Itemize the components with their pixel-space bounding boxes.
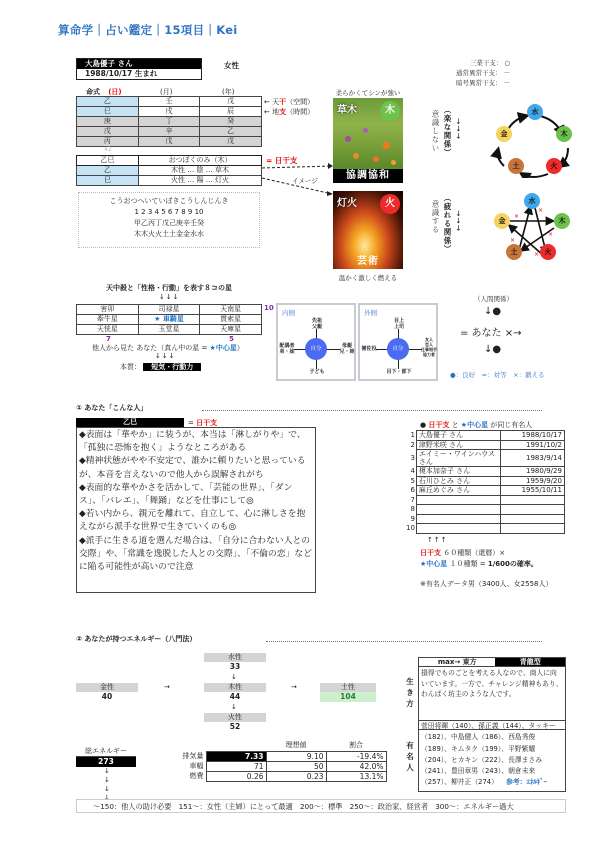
energy-wood — [204, 683, 266, 702]
famous-name — [416, 505, 500, 515]
ikikata-type: 青龍型 — [495, 658, 565, 666]
cell: 丙 — [77, 137, 139, 147]
cycle-arrows: →→→ — [454, 118, 463, 140]
note-text: （空間） — [286, 98, 315, 106]
col-day: (日) — [108, 88, 122, 96]
section2-title: ② あなたが持つエネルギー（八門法） — [76, 635, 197, 643]
arrow-down-icon: ↓ — [104, 794, 110, 802]
ratio-row — [172, 751, 386, 761]
ratio-ideal: 50 — [266, 761, 326, 771]
flower — [345, 136, 351, 142]
panel-title: 内側 — [282, 309, 295, 317]
caption-text: ） — [236, 344, 244, 352]
blank-header — [172, 741, 206, 751]
star-arrows: →→→ — [454, 210, 463, 232]
probability-line1 — [420, 548, 505, 558]
water-icon: 水 — [527, 104, 543, 120]
ratio-ideal: 9.10 — [266, 751, 326, 761]
arrow-down-icon: ↓ — [104, 767, 110, 775]
famous-row — [404, 440, 564, 450]
relation-legend: ●：良好 =：対等 ×：鍛える — [450, 371, 545, 379]
ratio-table-wrap — [172, 741, 387, 782]
stars-row — [77, 305, 262, 315]
profile-name: 大島優子 さん — [77, 59, 201, 69]
self-circle: 自分 — [387, 338, 409, 360]
status-label: 三業干支： — [469, 59, 503, 67]
ratio-percent: 42.0% — [326, 761, 386, 771]
meishiki-row-zokan — [77, 127, 262, 137]
note-text: ← 地 — [264, 108, 280, 116]
caption-text: 他人から見た あなた（真ん中の星 = — [92, 344, 210, 352]
fire-icon: 火 — [540, 244, 556, 260]
famous-index: 2 — [410, 440, 415, 449]
famous-date: 1983/9/14 — [500, 450, 564, 467]
stars-title: 天中殺と「性格・行動」を表す８コの星 — [106, 284, 232, 292]
title-blue: ★中心星 — [460, 421, 489, 429]
nikkan-row-main — [77, 156, 262, 166]
famous-index: 9 — [410, 514, 415, 523]
personality-paragraph: ◆表面的な華やかさを活かして、「芸能の世界」、「ダンス」、「バレエ」、「舞踊」などを仕事にして◎ — [79, 482, 293, 507]
meishiki-row-tenkan — [77, 97, 262, 107]
stars-table — [76, 304, 262, 335]
ratio-table — [172, 741, 387, 782]
famous-row — [404, 431, 564, 441]
flower — [391, 160, 396, 165]
famous-table-wrap — [404, 430, 565, 534]
cell: 乙 — [200, 127, 262, 137]
bottom-label: 目下・部下 — [386, 369, 412, 375]
flower — [353, 153, 359, 159]
ratio-header — [172, 741, 386, 751]
cell: 巳 — [77, 107, 139, 117]
famous-data-note: ※有名人データ男（3400人、女2558人） — [420, 580, 553, 588]
famous-name — [416, 514, 500, 524]
outer-relation-panel — [358, 303, 438, 381]
title-text: が同じ有名人 — [488, 421, 533, 429]
human-relation-title: （人間関係） — [474, 295, 513, 303]
energy-label: 木性 — [204, 683, 266, 692]
meishiki-row-zokan — [77, 117, 262, 127]
cell: 戊 — [200, 137, 262, 147]
famous-row — [404, 467, 564, 477]
ikikata-side-label: 生き方 — [406, 677, 414, 708]
kana-line: 1 2 3 4 5 6 7 8 9 10 — [134, 208, 204, 216]
bottom-label: 子ども — [309, 369, 325, 375]
energy-earth — [320, 683, 376, 702]
famous-row — [404, 495, 564, 505]
star-cell: 天恍星 — [77, 325, 139, 335]
star-cell: 玉堂星 — [138, 325, 200, 335]
prob-blue: ★中心星 — [420, 560, 448, 568]
note-red: 干 — [279, 98, 287, 106]
fire-image — [333, 191, 403, 269]
meishiki-row-chishi — [77, 107, 262, 117]
earth-icon: 土 — [508, 158, 524, 174]
cycle-side-label: 意識しない — [431, 110, 440, 153]
nikkan-kanshi: 乙巳 — [77, 156, 139, 166]
stars-num-right: 10 — [264, 304, 274, 312]
status-label: 暗号異常干支： — [456, 79, 502, 87]
kana-line: こうおつへいていぼきこうしんじんき — [109, 197, 229, 205]
inner-relation-panel — [276, 303, 356, 381]
famous-table — [404, 430, 565, 534]
earth-icon: 土 — [506, 244, 522, 260]
ratio-label: 排気量 — [172, 751, 206, 761]
famous-index: 1 — [410, 431, 415, 440]
ratio-value: 7.33 — [206, 751, 266, 761]
equals: = — [266, 156, 275, 165]
famous-date: 1988/10/17 — [500, 431, 564, 441]
wood-icon: 木 — [380, 101, 400, 121]
arrow-down-icon: ↓ — [231, 703, 237, 711]
famous-row — [404, 450, 564, 467]
stars-row — [77, 315, 262, 325]
ikikata-header — [419, 658, 565, 667]
cell: 戊 — [200, 97, 262, 107]
famous-date: 1991/10/2 — [500, 440, 564, 450]
cell: 壬 — [138, 97, 200, 107]
metal-icon: 金 — [496, 126, 512, 142]
cell: 戊 — [77, 127, 139, 137]
total-down-arrows — [104, 767, 110, 803]
energy-value: 44 — [229, 692, 241, 701]
flower — [373, 156, 379, 162]
fire-top-label: 灯火 — [337, 198, 357, 209]
top-label: 目上 上司 — [393, 318, 404, 330]
famous-index: 7 — [410, 495, 415, 504]
famous-date: 1955/10/11 — [500, 486, 564, 496]
meishiki-table — [76, 96, 262, 147]
total-energy — [76, 746, 136, 767]
famous-name: 麻丘めぐみ さん — [416, 486, 500, 496]
status-row — [456, 78, 510, 88]
bullet: ● — [420, 421, 429, 429]
nikkan-row — [77, 176, 262, 186]
ratio-header-ideal: 理想値 — [285, 741, 307, 750]
famous-index: 8 — [410, 505, 415, 514]
status-row — [456, 68, 510, 78]
fire-icon: 火 — [380, 194, 400, 214]
arrow-right-icon: → — [291, 683, 297, 691]
panel-title: 外側 — [364, 309, 377, 317]
prob-red: 日干支 — [420, 549, 441, 557]
self-circle: 自分 — [305, 338, 327, 360]
note-text: ← 天 — [264, 98, 280, 106]
energy-value: 104 — [320, 692, 376, 702]
arrow-down-icon: ↓ — [231, 673, 237, 681]
nikkan-char: 巳 — [77, 176, 139, 186]
total-energy-label: 総エネルギー — [76, 746, 136, 757]
cross-mark: × — [534, 251, 540, 258]
meishiki-row-zokan — [77, 137, 262, 147]
ratio-percent: -19.4% — [326, 751, 386, 761]
section2-divider — [266, 641, 542, 642]
kana-table — [78, 192, 260, 248]
stars-num-right-bottom: 5 — [229, 335, 234, 343]
arrow-down-icon: ↓ — [104, 776, 110, 784]
wood-icon: 木 — [554, 213, 570, 229]
stars-arrows: ↓↓↓ — [159, 293, 180, 301]
ratio-ideal: 0.23 — [266, 771, 326, 781]
ratio-label: 燃費 — [172, 771, 206, 781]
cycle-paren-label: （楽な関係） — [443, 106, 452, 157]
energy-label: 金性 — [76, 683, 138, 692]
cross-mark: × — [510, 237, 516, 244]
famous-name — [416, 524, 500, 534]
status-value: － — [503, 69, 511, 77]
essence-value: 短気・行動力 — [143, 363, 201, 371]
personality-box — [76, 427, 316, 593]
status-label: 通常異常干支： — [456, 69, 502, 77]
connector-line — [262, 166, 332, 168]
prob-text: １０種類 = — [447, 560, 488, 568]
energy-label: 水性 — [204, 653, 266, 662]
status-value: ○ — [504, 59, 511, 67]
star-cell: 司禄星 — [138, 305, 200, 315]
left-label: 補佐役 — [361, 346, 377, 352]
note-text: （時間） — [286, 108, 315, 116]
famous-index: 5 — [410, 476, 415, 485]
famous-name: 大島優子 さん — [416, 431, 500, 441]
cell: 乙 — [77, 97, 139, 107]
title-text: と — [449, 421, 461, 429]
famous-index: 4 — [410, 467, 415, 476]
essence-arrows: ↓↓↓ — [155, 352, 176, 360]
cell: 辰 — [200, 107, 262, 117]
cell: 辛 — [138, 127, 200, 137]
caption-star: ★中心星 — [209, 344, 237, 352]
tenkan-note — [264, 97, 314, 107]
star-cell: 貫索星 — [200, 315, 262, 325]
col-month: (月) — [160, 88, 173, 96]
arrow-down-icon: ↓ — [104, 785, 110, 793]
cross-mark: × — [548, 231, 554, 238]
energy-value: 33 — [229, 662, 241, 671]
famous-row — [404, 514, 564, 524]
famous-arrows: ↑↑↑ — [427, 536, 448, 544]
cycle-arrow — [522, 174, 548, 177]
cycle-arrow — [498, 150, 504, 166]
stars-num-left: 7 — [106, 335, 111, 343]
kana-line: 木木火火土土金金水水 — [134, 230, 204, 238]
section1-kanshi: 乙巳 — [76, 418, 184, 427]
personality-paragraph: ◆表面は「華やか」に装うが、本当は「淋しがりや」で、「孤独に恐怖を抱く」ようなところがある — [79, 430, 306, 454]
energy-famous-box — [418, 720, 566, 792]
kanshi-status — [456, 58, 510, 88]
meishiki-title: 命式 — [86, 88, 100, 96]
prob-bold: 1/600の確率。 — [487, 560, 538, 568]
profile-birth: 1988/10/17 生まれ — [85, 69, 158, 78]
energy-value: 52 — [229, 722, 241, 731]
essence — [120, 362, 201, 372]
nikkan-desc: 木性 … 陰 … 草木 — [139, 166, 262, 176]
personality-paragraph: ◆派手に生きる道を選んだ場合は、「自分に合わない人との交際」や、「常識を逸脱した人との交際」、「不倫の恋」などに陥る可能性が高いので注意 — [79, 535, 312, 573]
famous-date: 1980/9/29 — [500, 467, 564, 477]
fire-caption: 温かく激しく燃える — [338, 274, 398, 282]
personality-paragraph: ◆若い内から、親元を離れて、自立して、心に淋しさを抱えながら派手な世界で生きていくのも◎ — [79, 509, 306, 533]
right-label: 母親 兄・姉 — [339, 343, 355, 355]
star-side-label: 意識する — [431, 200, 440, 234]
ratio-label: 車幅 — [172, 761, 206, 771]
famous-date — [500, 524, 564, 534]
image-label: イメージ — [292, 177, 318, 185]
nikkan-desc: 火性 … 陽 … 灯火 — [139, 176, 262, 186]
essence-label: 本質： — [120, 363, 141, 371]
note-red: 支 — [279, 108, 287, 116]
chishi-note — [264, 107, 314, 117]
nikkan-reading: おつぼくのみ（木） — [139, 156, 262, 166]
star-cell: 害卯 — [77, 305, 139, 315]
famous-row — [404, 505, 564, 515]
famous-side-label: 有名人 — [406, 741, 414, 772]
small-number: 42 — [104, 146, 112, 153]
ikikata-max: max→ 東方 — [437, 658, 477, 666]
famous-date — [500, 505, 564, 515]
star-cell: 天南星 — [200, 305, 262, 315]
kana-line: 甲乙丙丁戊己庚辛壬癸 — [134, 219, 204, 227]
energy-famous-list: 菅田将暉（140）、孫正義（144）、タッキー（182）、中島健人（186）、西島秀俊（189）、キムタク（199）、平野紫耀（204）、ヒカキン（222）、長澤まさみ（241）、豊田章男（243）、朝倉未来（257）、柳井正（274） — [421, 722, 556, 787]
water-icon: 水 — [524, 193, 540, 209]
famous-name: 津野米咲 さん — [416, 440, 500, 450]
famous-date — [500, 495, 564, 505]
energy-label: 火性 — [204, 713, 266, 722]
cross-mark: × — [514, 213, 520, 220]
flower — [383, 142, 390, 149]
section1-title: ① あなた「こんな人」 — [76, 404, 148, 412]
ratio-value: 0.26 — [206, 771, 266, 781]
col-year: (年) — [222, 88, 235, 96]
ikikata-text: 損得でものごとを考える人なので、商人に向いています。一方で、チャレンジ精神もあり、わんぱく坊主のような人です。 — [421, 669, 563, 698]
left-label: 配偶者 弟・妹 — [279, 343, 295, 355]
profile-gender: 女性 — [224, 61, 239, 70]
famous-row — [404, 524, 564, 534]
title-red: 日干支 — [428, 421, 450, 429]
grass-bottom-label: 協調協和 — [333, 169, 403, 183]
relation-down: ↓● — [484, 344, 502, 355]
cell: 戊 — [138, 137, 200, 147]
famous-name: 榎本加奈子 さん — [416, 467, 500, 477]
energy-label: 土性 — [320, 683, 376, 692]
fire-bottom-label: 芸術 — [357, 256, 379, 267]
energy-value: 40 — [101, 692, 113, 701]
nikkan-label-text: 日干支 — [274, 156, 298, 165]
famous-row — [404, 486, 564, 496]
cell: 丁 — [138, 117, 200, 127]
energy-metal — [76, 683, 138, 702]
metal-icon: 金 — [494, 213, 510, 229]
ratio-row — [172, 761, 386, 771]
status-value: － — [503, 79, 511, 87]
page-title: 算命学｜占い鑑定｜15項目｜Kei — [58, 23, 238, 37]
nikkan-char: 乙 — [77, 166, 139, 176]
central-star-cell: ★ 車騎星 — [138, 315, 200, 325]
kanshi-label-text: 日干支 — [196, 419, 218, 427]
famous-index: 3 — [410, 454, 415, 462]
profile-box — [76, 58, 202, 80]
star-cell: 天庫星 — [200, 325, 262, 335]
stars-row — [77, 325, 262, 335]
famous-row — [404, 476, 564, 486]
probability-line2 — [420, 559, 538, 569]
grass-image — [333, 98, 403, 183]
arrow-right-icon: → — [164, 683, 170, 691]
nikkan-table — [76, 155, 262, 186]
famous-name — [416, 495, 500, 505]
section1-divider — [202, 410, 542, 411]
famous-date — [500, 514, 564, 524]
cell: 庚 — [77, 117, 139, 127]
personality-paragraph: ◆精神状態がやや不安定で、誰かに頼りたいと思っているが、本音を言えないので他人から誤解されがち — [79, 456, 306, 480]
wood-icon: 木 — [556, 126, 572, 142]
star-paren-label: （疲れる関係） — [443, 194, 452, 254]
relation-up: ↓● — [484, 306, 502, 317]
relation-middle: = あなた ×→ — [460, 328, 522, 339]
right-label: 友人 恋人 仕事相手 協力者 — [421, 337, 437, 357]
famous-title — [420, 420, 532, 430]
star-cell: 牽牛星 — [77, 315, 139, 325]
energy-famous-ref: 参考：ｴﾈﾙｷﾞｰ — [506, 778, 547, 787]
energy-fire — [204, 713, 266, 732]
nikkan-row — [77, 166, 262, 176]
energy-scale-bar: ～150：他人の助け必要 151～：女性（主婦）にとって最適 200～：標準 250～：政治家、経営者 300～：エネルギー過大 — [76, 799, 566, 813]
cell: 癸 — [200, 117, 262, 127]
cross-mark: × — [538, 207, 544, 214]
prob-text: ６０種類（還暦）× — [441, 549, 506, 557]
famous-index: 10 — [406, 524, 415, 533]
grass-caption: 柔らかくてシンが強い — [335, 89, 401, 97]
grass-top-label: 草木 — [337, 105, 357, 116]
famous-name: 石川ひとみ さん — [416, 476, 500, 486]
ratio-value: 71 — [206, 761, 266, 771]
famous-date: 1959/9/20 — [500, 476, 564, 486]
blank-header — [206, 741, 266, 751]
equals: = — [188, 419, 197, 427]
famous-name: エイミー・ワインハウス さん — [416, 450, 500, 467]
famous-index: 6 — [410, 486, 415, 495]
ratio-row — [172, 771, 386, 781]
cell: 戌 — [138, 107, 200, 117]
flower — [363, 128, 368, 133]
ratio-percent: 13.1% — [326, 771, 386, 781]
status-row — [456, 58, 510, 68]
total-energy-value: 273 — [76, 757, 136, 767]
top-label: 先祖 父親 — [311, 318, 322, 330]
ratio-header-ratio: 割合 — [349, 741, 363, 750]
energy-water — [204, 653, 266, 672]
fire-icon: 火 — [546, 158, 562, 174]
